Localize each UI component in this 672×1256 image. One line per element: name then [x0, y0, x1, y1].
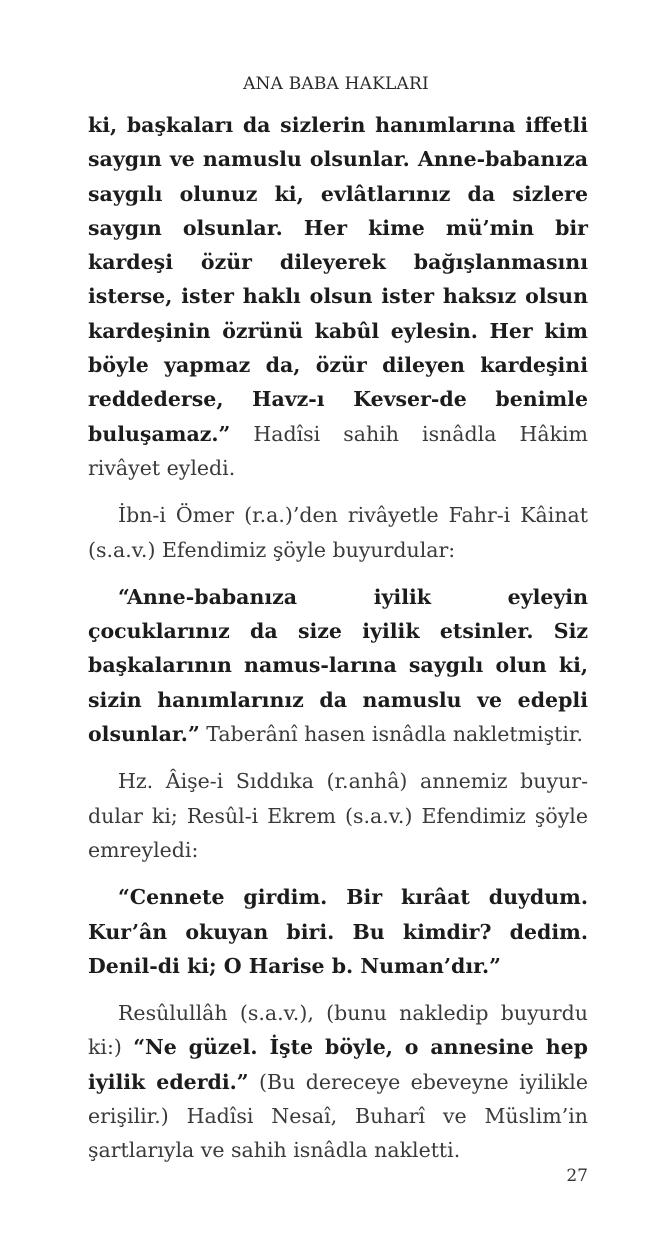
paragraph-5	[88, 880, 588, 983]
narration-note: Hadîsi sahih isnâdla Hâkim rivâyet eyledi.	[88, 421, 588, 480]
narration-intro: Hz. Âişe-i Sıddıka (r.anhâ) annemiz buyur-dular ki; Resûl-i Ekrem (s.a.v.) Efendimiz şöyle emreyledi:	[88, 769, 588, 862]
narration-intro: İbn-i Ömer (r.a.)’den rivâyetle Fahr-i Kâinat (s.a.v.) Efendimiz şöyle buyurdular:	[88, 503, 588, 562]
hadith-quote-bold: “Cennete girdim. Bir kırâat duydum. Kur’ân okuyan biri. Bu kimdir? dedim. Denil-di ki; O Harise b. Numan’dır.”	[88, 885, 588, 978]
narration-intro: Resûlullâh (s.a.v.), (bunu nakledip buyurdu ki:)	[88, 1001, 588, 1060]
hadith-quote-bold: “Anne-babanıza iyilik eyleyin çocuklarınız da size iyilik etsinler. Siz başkalarının namus-larına saygılı olun ki, sizin hanımlarınız da namuslu ve edepli olsunlar.”	[88, 584, 588, 747]
page-number: 27	[566, 1166, 588, 1186]
narration-note: (Bu dereceye ebeveyne iyilikle erişilir.) Hadîsi Nesaî, Buharî ve Müslim’in şartlarıyla ve sahih isnâdla nakletti.	[88, 1069, 588, 1163]
narration-note: Taberânî hasen isnâdla nakletmiştir.	[199, 722, 583, 747]
hadith-quote-bold: ki, başkaları da sizlerin hanımlarına iffetli saygın ve namuslu olsunlar. Anne-babanıza saygılı olunuz ki, evlâtlarınız da sizlere saygın olsunlar. Her kime mü’min bir kardeşi özür dileyerek bağışlanmasını isterse, ister haklı olsun ister haksız olsun kardeşinin özrünü kabûl eylesin. Her kim böyle yapmaz da, özür dileyen kardeşini reddederse, Havz-ı Kevser-de benimle buluşamaz.”	[88, 113, 588, 446]
running-header: ANA BABA HAKLARI	[243, 74, 429, 94]
hadith-quote-bold: “Ne güzel. İşte böyle, o annesine hep iyilik ederdi.”	[88, 1035, 588, 1094]
paragraph-3	[88, 580, 588, 751]
paragraph-2	[88, 498, 588, 567]
page-body	[88, 108, 588, 1181]
paragraph-1	[88, 108, 588, 485]
paragraph-4	[88, 764, 588, 867]
paragraph-6	[88, 996, 588, 1167]
